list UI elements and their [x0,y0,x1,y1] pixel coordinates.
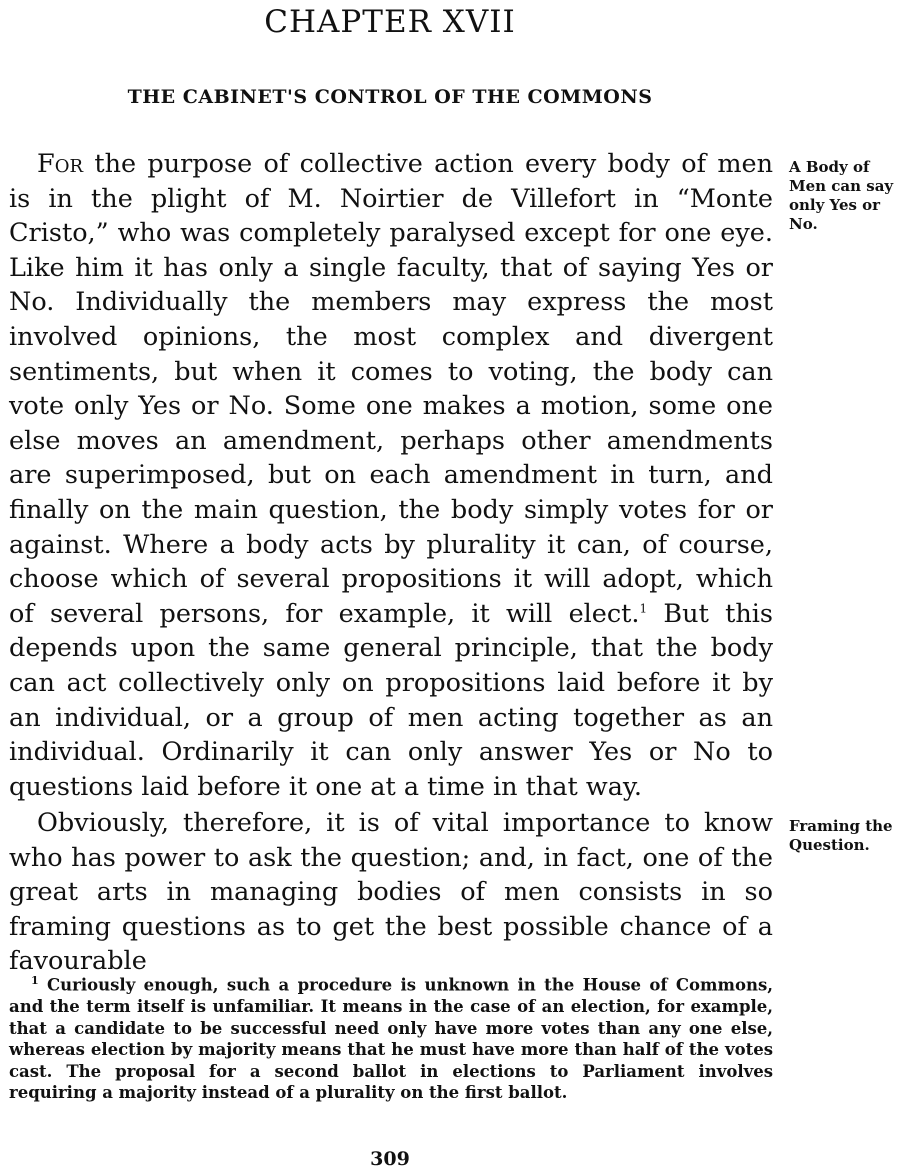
footnote-text: Curiously enough, such a procedure is unknown in the House of Commons, and the term itself is unfamiliar. It means in the case of an election, for example, that a candidate to be successful need only have more votes than any one else, whereas election by majority means that he must have more than half of the votes cast. The proposal for a second ballot in elections to Parliament involves requiring a majority instead of a plurality on the first ballot. [9,975,773,1102]
chapter-title: CHAPTER XVII [264,4,516,40]
paragraph-1-text-a: the purpose of collective action every body of men is in the plight of M. Noirtier de Villefort in “Monte Cristo,” who was completely paralysed except for one eye. Like him it has only a single faculty, that of saying Yes or No. Individually the members may express the most involved opinions, the most complex and divergent sentiments, but when it comes to voting, the body can vote only Yes or No. Some one makes a motion, some one else moves an amendment, perhaps other amendments are superimposed, but on each amendment in turn, and finally on the main question, the body simply votes for or against. Where a body acts by plurality it can, of course, choose which of several propositions it will adopt, which of several persons, for example, it will elect. [9,149,774,629]
page-number: 309 [370,1148,410,1170]
margin-note-2: Framing the Question. [789,817,893,854]
margin-note-1: A Body of Men can say only Yes or No. [789,158,894,233]
footnote [9,970,773,1104]
paragraph-1-text-b: But this depends upon the same general principle, that the body can act collectively only on propositions laid before it by an individual, or a group of men acting together as an individual. Ordinarily it can only answer Yes or No to questions laid before it one at a time in that way. [9,598,773,802]
footnote-reference[interactable]: 1 [639,601,648,616]
footnote-mark: 1 [31,974,39,987]
paragraph-1 [9,147,773,804]
paragraph-2: Obviously, therefore, it is of vital importance to know who has power to ask the question; and, in fact, one of the great arts in managing bodies of men consists in so framing questions as to get the best possible chance of a favourable [9,808,773,977]
paragraph-1-lead-word: For [37,149,84,179]
chapter-subtitle: THE CABINET'S CONTROL OF THE COMMONS [127,86,653,108]
